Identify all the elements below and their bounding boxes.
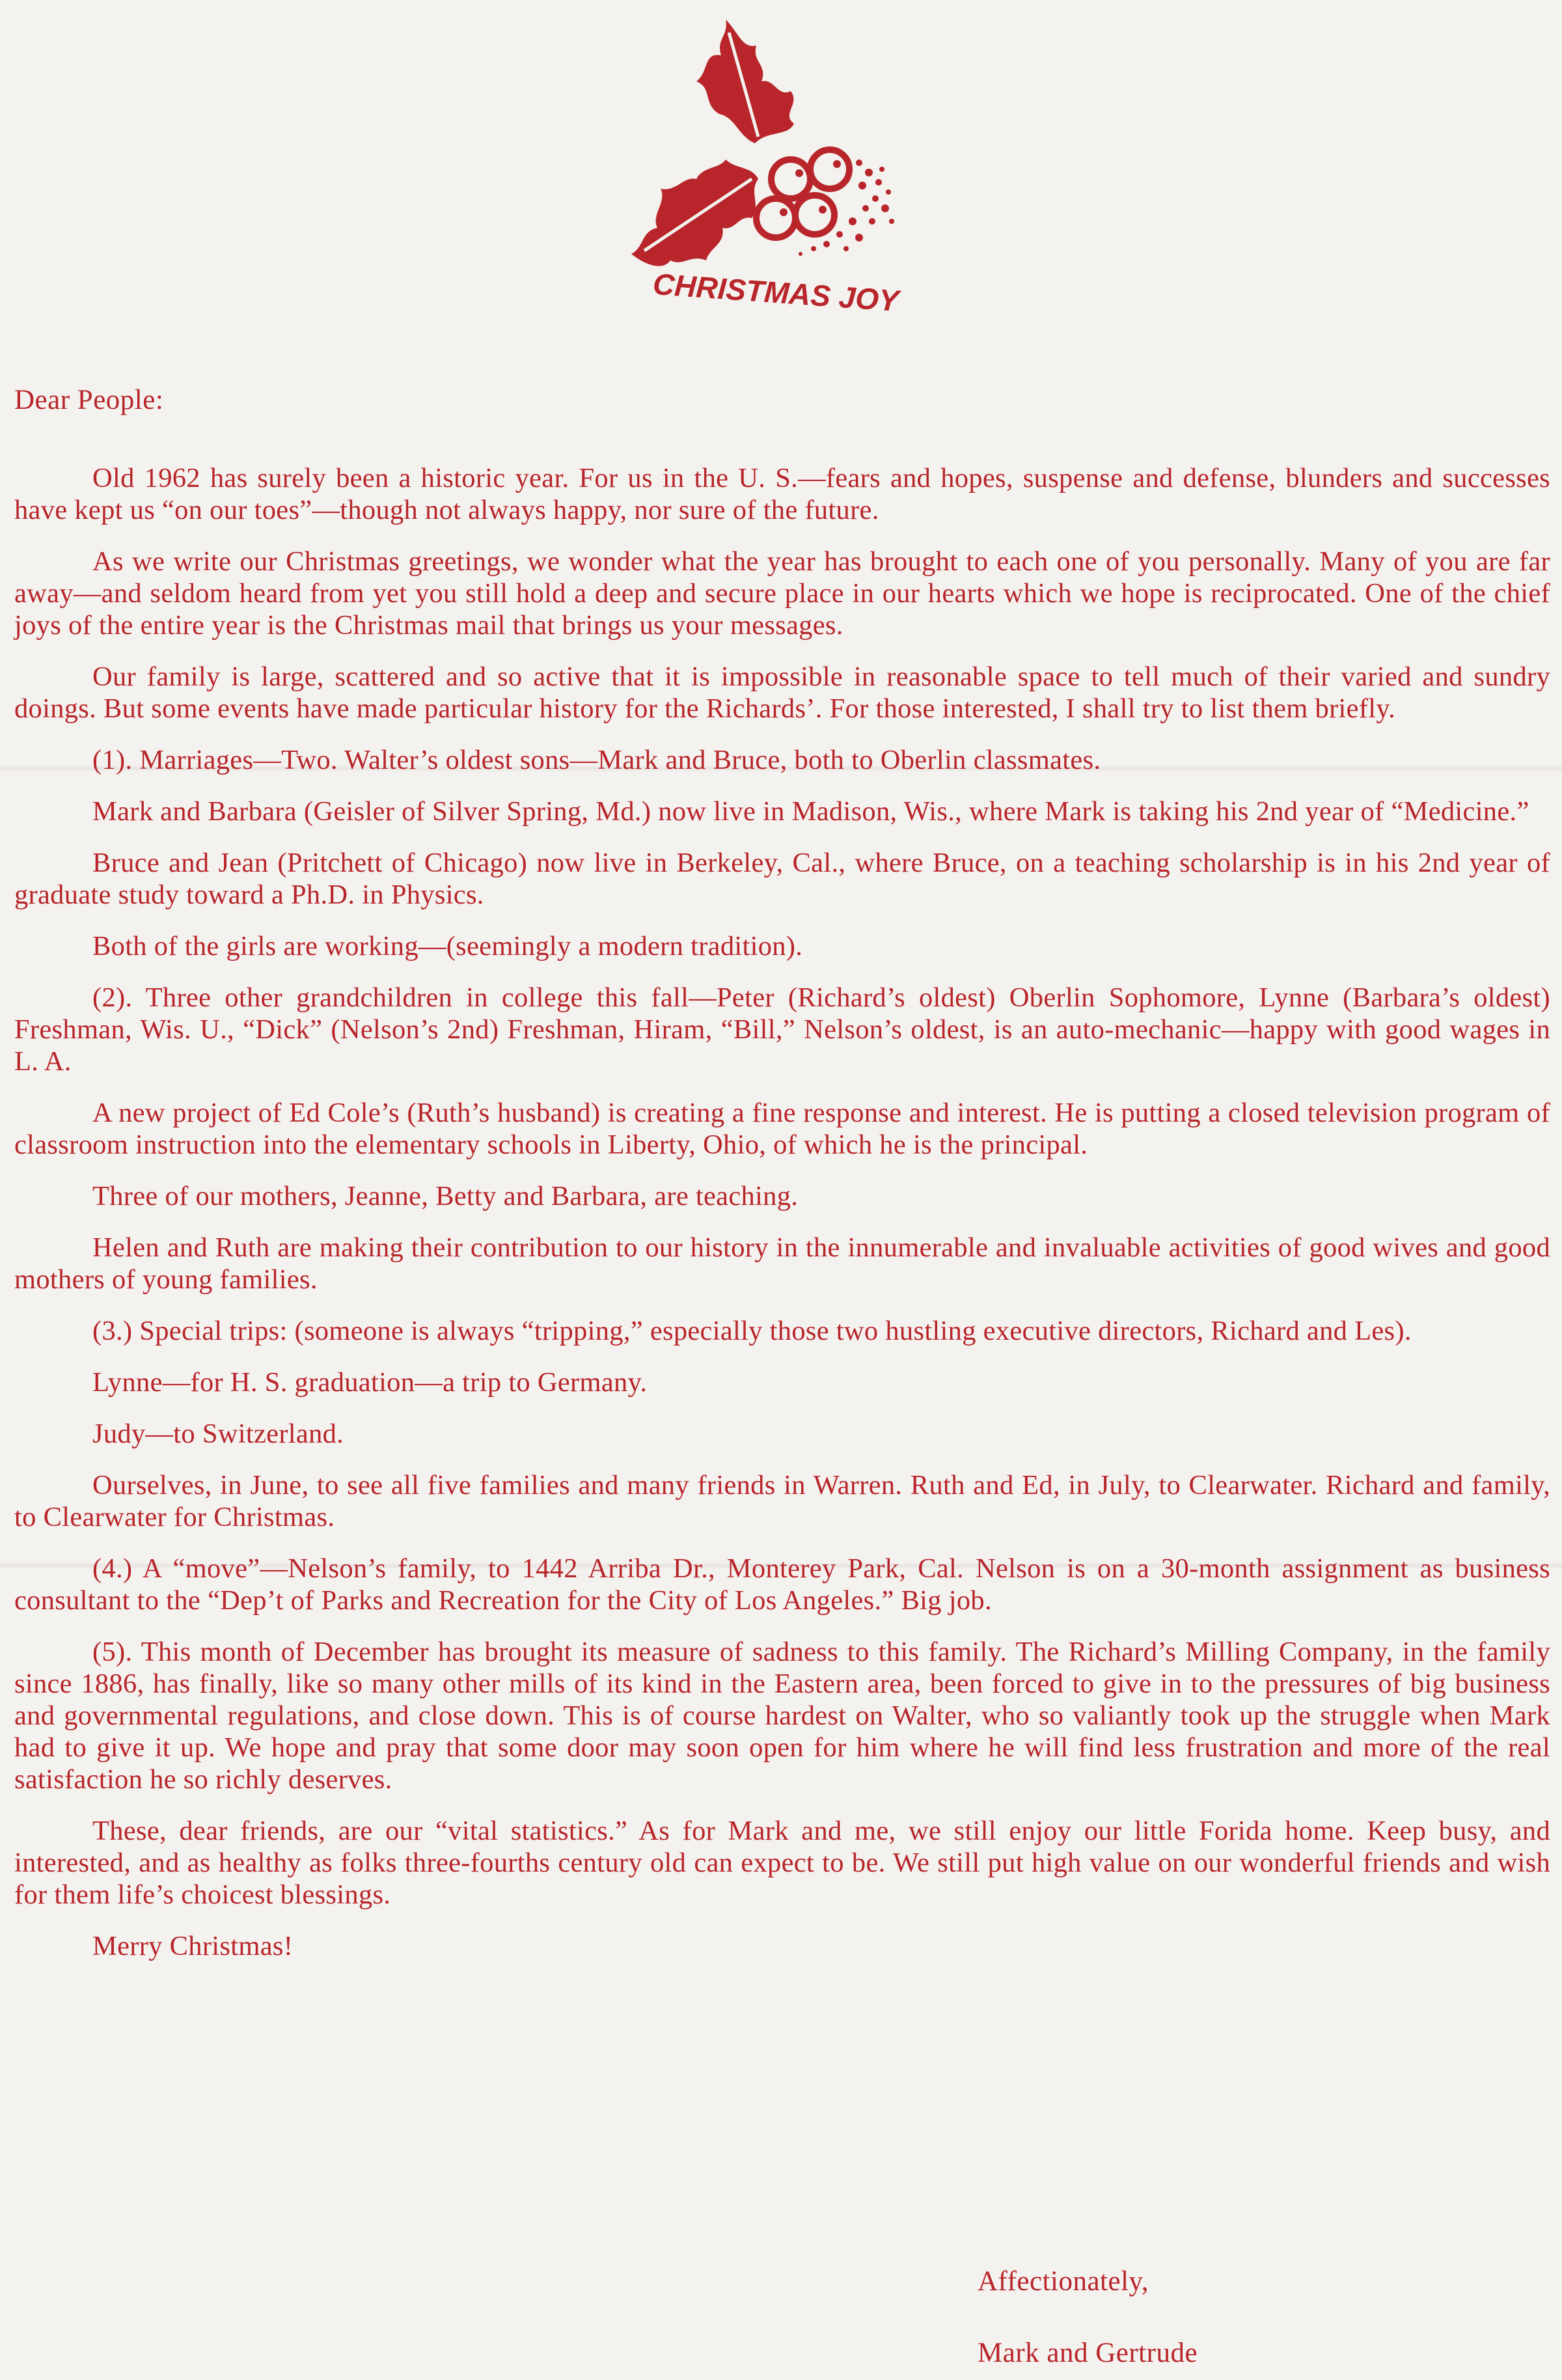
paragraph: Helen and Ruth are making their contribution to our history in the innumerable and invaluable activities of good wives and good mothers of young families. [14, 1232, 1550, 1295]
paragraph: (1). Marriages—Two. Walter’s oldest sons—Mark and Bruce, both to Oberlin classmates. [92, 745, 1101, 775]
paragraph: (4.) A “move”—Nelson’s family, to 1442 Arriba Dr., Monterey Park, Cal. Nelson is on a 30-month assignment as business consultant to the “Dep’t of Parks and Recreation for the City of Los Angeles.” Big job. [14, 1553, 1550, 1616]
holly-berries-icon [605, 7, 944, 319]
salutation: Dear People: [14, 385, 164, 415]
paragraph: Ourselves, in June, to see all five families and many friends in Warren. Ruth and Ed, in July, to Clearwater. Richard and family, to Clearwater for Christmas. [14, 1470, 1550, 1532]
paragraph: Our family is large, scattered and so active that it is impossible in reasonable space to tell much of their varied and sundry doings. But some events have made particular history for the Richards’. For those interested, I shall try to list them briefly. [14, 661, 1550, 724]
signature: Mark and Gertrude [978, 2338, 1198, 2368]
paragraph: Both of the girls are working—(seemingly a modern tradition). [92, 931, 803, 962]
paragraph: Bruce and Jean (Pritchett of Chicago) now live in Berkeley, Cal., where Bruce, on a teaching scholarship is in his 2nd year of graduate study toward a Ph.D. in Physics. [14, 848, 1550, 910]
paragraph: Judy—to Switzerland. [92, 1418, 344, 1449]
paragraph: Old 1962 has surely been a historic year. For us in the U. S.—fears and hopes, suspense and defense, blunders and successes have kept us “on our toes”—though not always happy, nor sure of the future. [14, 463, 1550, 525]
letterhead-logo [605, 7, 944, 319]
paragraph: Lynne—for H. S. graduation—a trip to Germany. [92, 1367, 648, 1398]
closing: Affectionately, [978, 2266, 1149, 2297]
paragraph: Merry Christmas! [92, 1931, 294, 1961]
paragraph: Three of our mothers, Jeanne, Betty and Barbara, are teaching. [92, 1181, 799, 1211]
paragraph: (2). Three other grandchildren in college this fall—Peter (Richard’s oldest) Oberlin Sophomore, Lynne (Barbara’s oldest) Freshman, Wis. U., “Dick” (Nelson’s 2nd) Freshman, Hiram, “Bill,” Nelson’s oldest, is an auto-mechanic—happy with good wages in L. A. [14, 982, 1550, 1077]
logo-text: CHRISTMAS JOY [651, 266, 900, 318]
paragraph: Mark and Barbara (Geisler of Silver Spring, Md.) now live in Madison, Wis., where Mark is taking his 2nd year of “Medicine.” [92, 796, 1529, 827]
letter-body [14, 462, 1550, 1982]
paragraph: (3.) Special trips: (someone is always “tripping,” especially those two hustling executive directors, Richard and Les). [92, 1316, 1412, 1346]
paragraph: As we write our Christmas greetings, we wonder what the year has brought to each one of you personally. Many of you are far away—and seldom heard from yet you still hold a deep and secure place in our hearts which we hope is reciprocated. One of the chief joys of the entire year is the Christmas mail that brings us your messages. [14, 546, 1550, 641]
paragraph: (5). This month of December has brought its measure of sadness to this family. The Richard’s Milling Company, in the family since 1886, has finally, like so many other mills of its kind in the Eastern area, been forced to give in to the pressures of big business and governmental regulations, and close down. This is of course hardest on Walter, who so valiantly took up the struggle when Mark had to give it up. We hope and pray that some door may soon open for him where he will find less frustration and more of the real satisfaction he so richly deserves. [14, 1637, 1550, 1795]
paragraph: These, dear friends, are our “vital statistics.” As for Mark and me, we still enjoy our little Forida home. Keep busy, and interested, and as healthy as folks three-fourths century old can expect to be. We still put high value on our wonderful friends and wish for them life’s choicest blessings. [14, 1816, 1550, 1910]
paragraph: A new project of Ed Cole’s (Ruth’s husband) is creating a fine response and interest. He is putting a closed television program of classroom instruction into the elementary schools in Liberty, Ohio, of which he is the principal. [14, 1098, 1550, 1160]
